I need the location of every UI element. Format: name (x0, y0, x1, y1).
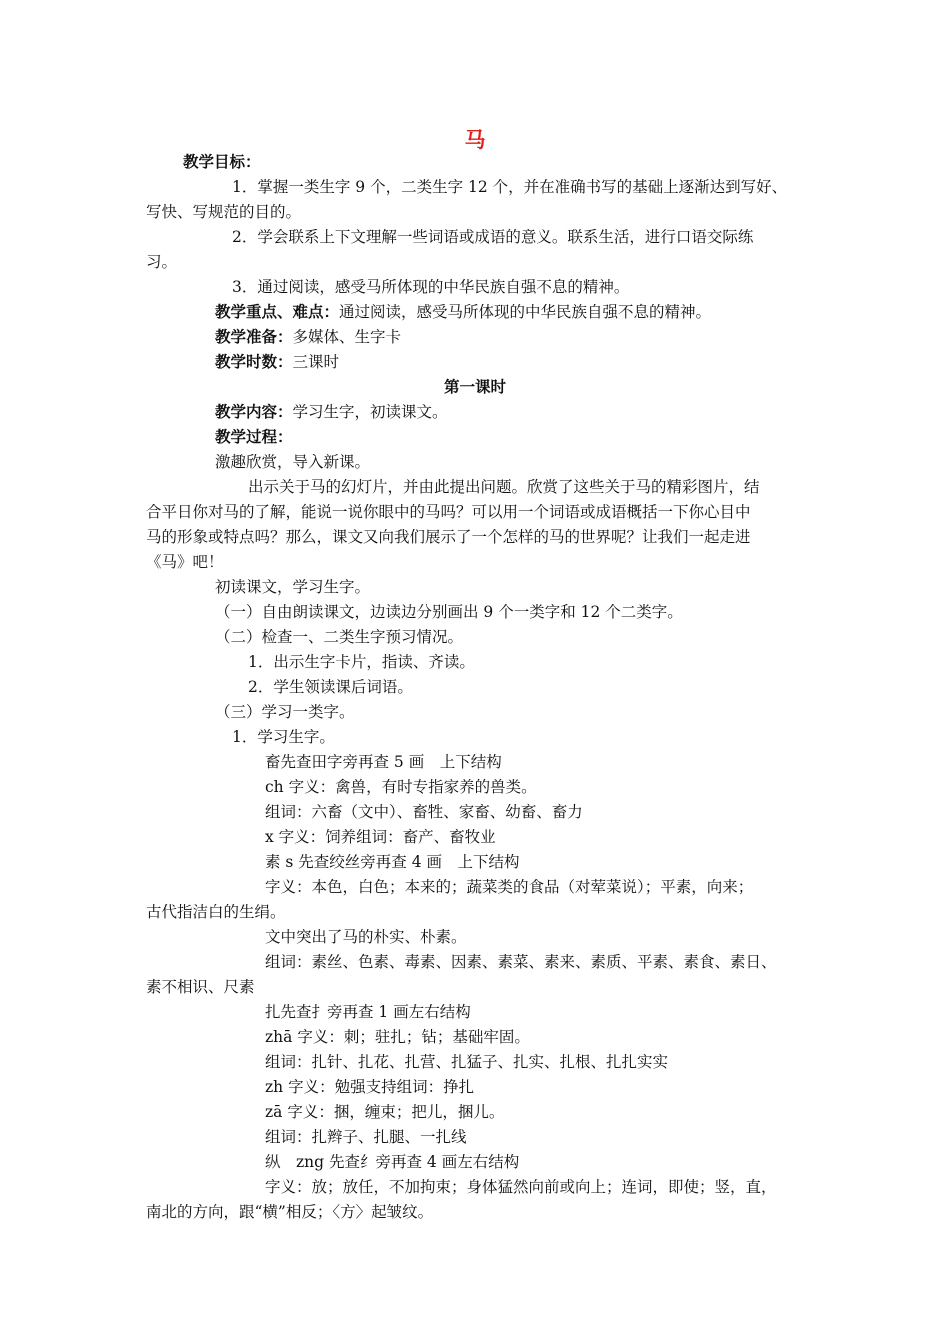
body-line: 马的形象或特点吗？那么，课文又向我们展示了一个怎样的马的世界呢？让我们一起走进 (146, 528, 751, 546)
hours-line (215, 352, 339, 372)
body-line: 1．出示生字卡片，指读、齐读。 (248, 653, 475, 671)
section-title: 第一课时 (443, 377, 506, 396)
body-line: x 字义：饲养组词：畜产、畜牧业 (265, 828, 496, 846)
goal-line: 1．掌握一类生字 9 个，二类生字 12 个，并在准确书写的基础上逐渐达到写好、 (232, 178, 788, 196)
content-label: 教学内容： (215, 402, 293, 421)
goal-line: 习。 (146, 253, 178, 271)
body-line: （二）检查一、二类生字预习情况。 (215, 628, 464, 646)
key-points-line (215, 302, 711, 322)
body-line: 字义：放；放任，不加拘束；身体猛然向前或向上；连词，即使；竖，直， (265, 1178, 777, 1196)
body-line: 纵 zng 先查纟旁再查 4 画左右结构 (265, 1153, 520, 1171)
key-points-label: 教学重点、难点： (215, 302, 340, 321)
body-line: zh 字义：勉强支持组词：挣扎 (265, 1078, 475, 1096)
body-line: 合平日你对马的了解，能说一说你眼中的马吗？可以用一个词语或成语概括一下你心目中 (146, 503, 751, 521)
key-points-text: 通过阅读，感受马所体现的中华民族自强不息的精神。 (339, 303, 712, 321)
body-line: 文中突出了马的朴实、朴素。 (265, 928, 467, 946)
preparation-label: 教学准备： (215, 327, 293, 346)
body-line: 素 s 先查绞丝旁再查 4 画 上下结构 (265, 853, 520, 871)
body-line: 字义：本色，白色；本来的；蔬菜类的食品（对荤菜说）；平素，向来； (265, 878, 754, 896)
body-line: 出示关于马的幻灯片，并由此提出问题。欣赏了这些关于马的精彩图片，结 (248, 478, 760, 496)
body-line: （一）自由朗读课文，边读边分别画出 9 个一类字和 12 个二类字。 (215, 603, 683, 621)
goal-line: 写快、写规范的目的。 (146, 203, 302, 221)
goals-heading: 教学目标： (183, 152, 261, 171)
goal-line: 2．学会联系上下文理解一些词语或成语的意义。联系生活，进行口语交际练 (232, 228, 754, 246)
body-line: 组词：素丝、色素、毒素、因素、素菜、素来、素质、平素、素食、素日、 (265, 953, 777, 971)
content-line (215, 402, 448, 422)
preparation-text: 多媒体、生字卡 (292, 328, 402, 346)
body-line: 组词：扎针、扎花、扎营、扎猛子、扎实、扎根、扎扎实实 (265, 1053, 669, 1071)
body-line: zhā 字义：刺；驻扎；钻；基础牢固。 (265, 1028, 530, 1046)
document-title: 马 (464, 128, 486, 152)
body-line: 扎先查扌旁再查 1 画左右结构 (265, 1003, 471, 1021)
body-line: 古代指洁白的生绢。 (146, 903, 286, 921)
body-line: 《马》吧！ (146, 553, 224, 571)
body-line: 1．学习生字。 (232, 728, 335, 746)
body-line: 组词：六畜（文中）、畜牲、家畜、幼畜、畜力 (265, 803, 583, 821)
body-line: （三）学习一类字。 (215, 703, 355, 721)
body-line: 组词：扎辫子、扎腿、一扎线 (265, 1128, 467, 1146)
body-line: 2．学生领读课后词语。 (248, 678, 413, 696)
body-line: 南北的方向，跟“横”相反；〈方〉起皱纹。 (146, 1203, 434, 1221)
body-line: 素不相识、尺素 (146, 978, 255, 996)
body-line: ch 字义：禽兽，有时专指家养的兽类。 (265, 778, 537, 796)
preparation-line (215, 327, 401, 347)
body-line: 畜先查田字旁再查 5 画 上下结构 (265, 753, 502, 771)
body-line: zā 字义：捆，缠束；把儿，捆儿。 (265, 1103, 505, 1121)
content-text: 学习生字，初读课文。 (292, 403, 448, 421)
hours-label: 教学时数： (215, 352, 293, 371)
process-heading: 教学过程： (215, 427, 293, 446)
hours-text: 三课时 (292, 353, 340, 371)
goal-line: 3．通过阅读，感受马所体现的中华民族自强不息的精神。 (232, 278, 630, 296)
body-line: 初读课文，学习生字。 (215, 578, 371, 596)
body-line: 激趣欣赏，导入新课。 (215, 453, 371, 471)
